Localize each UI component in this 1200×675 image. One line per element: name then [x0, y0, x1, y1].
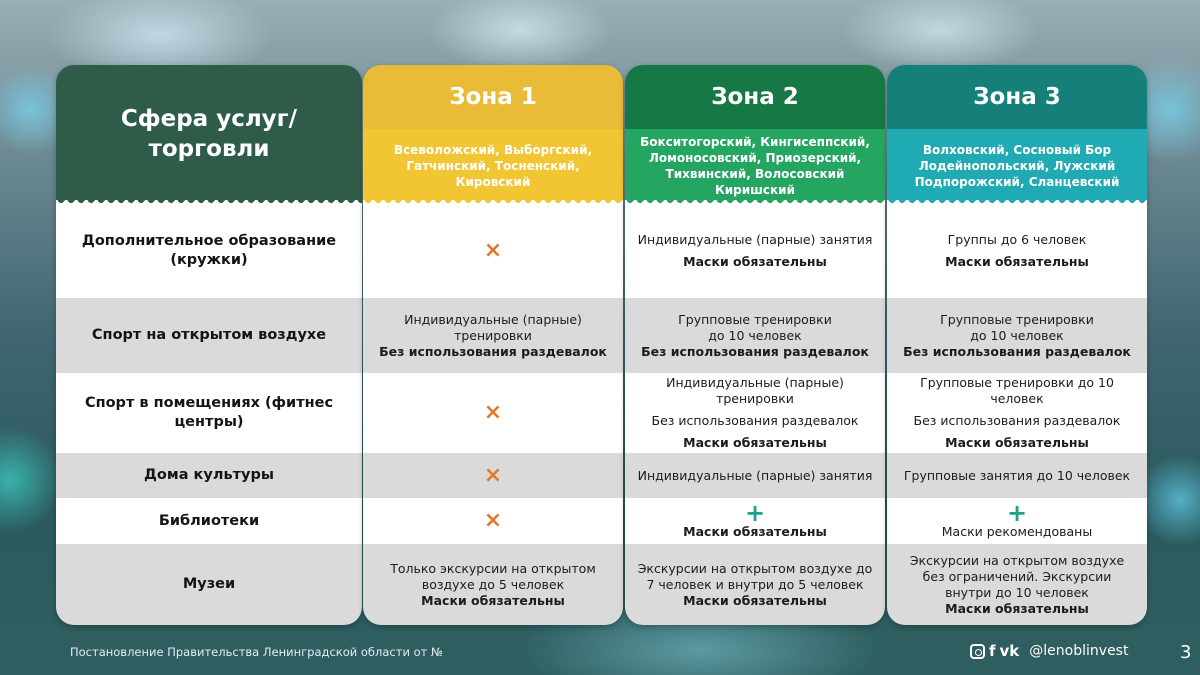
zigzag-edge [56, 200, 362, 208]
zone-rows [887, 203, 1147, 625]
category-column [56, 65, 362, 625]
social-handle[interactable]: @lenoblinvest [1029, 643, 1129, 659]
zone-title: Зона 1 [363, 65, 623, 129]
category-cell: Спорт на открытом воздухе [56, 298, 362, 373]
cell-text: 7 человек и внутри до 5 человек [646, 576, 864, 592]
cell-bold-text: Маски обязательны [683, 253, 827, 269]
footer-note: Постановление Правительства Ленинградской области от № [70, 645, 443, 659]
zone-cell [887, 453, 1147, 498]
cell-text: Маски рекомендованы [941, 524, 1093, 539]
zone-cell [363, 544, 623, 625]
zone-cell [887, 498, 1147, 544]
cell-text: Групповые занятия до 10 человек [903, 467, 1131, 483]
zigzag-edge [363, 200, 623, 208]
vk-icon[interactable]: vk [999, 642, 1020, 660]
category-cell: Дома культуры [56, 453, 362, 498]
zone-cell [363, 203, 623, 298]
zone-title: Зона 3 [887, 65, 1147, 129]
plus-icon: + [744, 499, 766, 527]
cell-bold-text: Маски обязательны [683, 592, 827, 608]
cell-text: Индивидуальные (парные) тренировки [404, 311, 582, 343]
cell-bold-text: Маски обязательны [945, 253, 1089, 269]
zone-districts: Всеволожский, Выборгский, Гатчинский, Тосненский, Кировский [363, 129, 623, 203]
cell-text: внутри до 10 человек [945, 584, 1089, 600]
category-cell: Спорт в помещениях (фитнес центры) [56, 373, 362, 453]
zone-2-header [625, 65, 885, 203]
zone-1-header [363, 65, 623, 203]
zone-cell [625, 373, 885, 453]
zone-districts: Бокситогорский, Кингисеппский, Ломоносовский, Приозерский, Тихвинский, Волосовский Киришский [625, 129, 885, 203]
cell-bold-text: Маски обязательны [421, 592, 565, 608]
cell-bold-text: Без использования раздевалок [641, 343, 869, 359]
zone-cell [887, 203, 1147, 298]
zone-cell [887, 373, 1147, 453]
zone-3-column [887, 65, 1147, 625]
cell-text: без ограничений. Экскурсии [922, 568, 1112, 584]
zone-cell [887, 298, 1147, 373]
cell-text: воздухе до 5 человек [421, 576, 565, 592]
zone-cell [363, 453, 623, 498]
category-cell: Музеи [56, 544, 362, 625]
cell-text: Без использования раздевалок [651, 413, 859, 428]
cell-text: Без использования раздевалок [913, 413, 1121, 428]
zone-cell [625, 298, 885, 373]
cell-text: Индивидуальные (парные) тренировки [666, 375, 844, 406]
zone-cell [887, 544, 1147, 625]
zigzag-edge [887, 200, 1147, 208]
zone-rows [625, 203, 885, 625]
cross-icon: × [483, 400, 503, 425]
category-cell: Библиотеки [56, 498, 362, 544]
cell-text: Индивидуальные (парные) занятия [637, 467, 873, 483]
zone-cell [625, 544, 885, 625]
cell-text: до 10 человек [708, 327, 802, 343]
cell-text: Экскурсии на открытом воздухе [909, 552, 1125, 568]
cell-bold-text: Без использования раздевалок [379, 343, 607, 359]
cell-bold-text: Маски обязательны [945, 435, 1089, 450]
zone-rows [363, 203, 623, 625]
zone-cell [625, 498, 885, 544]
cross-icon: × [483, 508, 503, 533]
cell-text: Индивидуальные (парные) занятия [637, 231, 873, 247]
page-number: 3 [1180, 642, 1192, 663]
cell-text: Экскурсии на открытом воздухе до [637, 560, 873, 576]
zigzag-edge [625, 200, 885, 208]
zone-cell [625, 453, 885, 498]
cross-icon: × [483, 462, 503, 488]
cell-bold-text: Маски обязательны [683, 524, 827, 539]
zone-districts: Волховский, Сосновый Бор Лодейнопольский, Лужский Подпорожский, Сланцевский [887, 129, 1147, 203]
cell-text: до 10 человек [970, 327, 1064, 343]
zone-cell [363, 373, 623, 453]
cell-text: Групповые тренировки [678, 311, 832, 327]
zone-cell [625, 203, 885, 298]
cross-icon: × [483, 237, 503, 263]
cell-bold-text: Маски обязательны [945, 600, 1089, 616]
cell-text: Группы до 6 человек [947, 231, 1087, 247]
cell-bold-text: Без использования раздевалок [903, 343, 1131, 359]
zone-2-column [625, 65, 885, 625]
facebook-icon[interactable]: f [989, 642, 996, 660]
zone-3-header [887, 65, 1147, 203]
zone-title: Зона 2 [625, 65, 885, 129]
cell-text: Групповые тренировки до 10 человек [920, 375, 1114, 406]
instagram-icon[interactable] [970, 644, 985, 659]
category-cell: Дополнительное образование (кружки) [56, 203, 362, 298]
zone-cell [363, 298, 623, 373]
category-header: Сфера услуг/торговли [56, 65, 362, 203]
cell-bold-text: Маски обязательны [683, 435, 827, 450]
plus-icon: + [1006, 499, 1028, 527]
zone-cell [363, 498, 623, 544]
zone-1-column [363, 65, 623, 625]
cell-text: Групповые тренировки [940, 311, 1094, 327]
cell-text: Только экскурсии на открытом [390, 560, 596, 576]
category-rows [56, 203, 362, 625]
social-bar [970, 643, 1128, 659]
